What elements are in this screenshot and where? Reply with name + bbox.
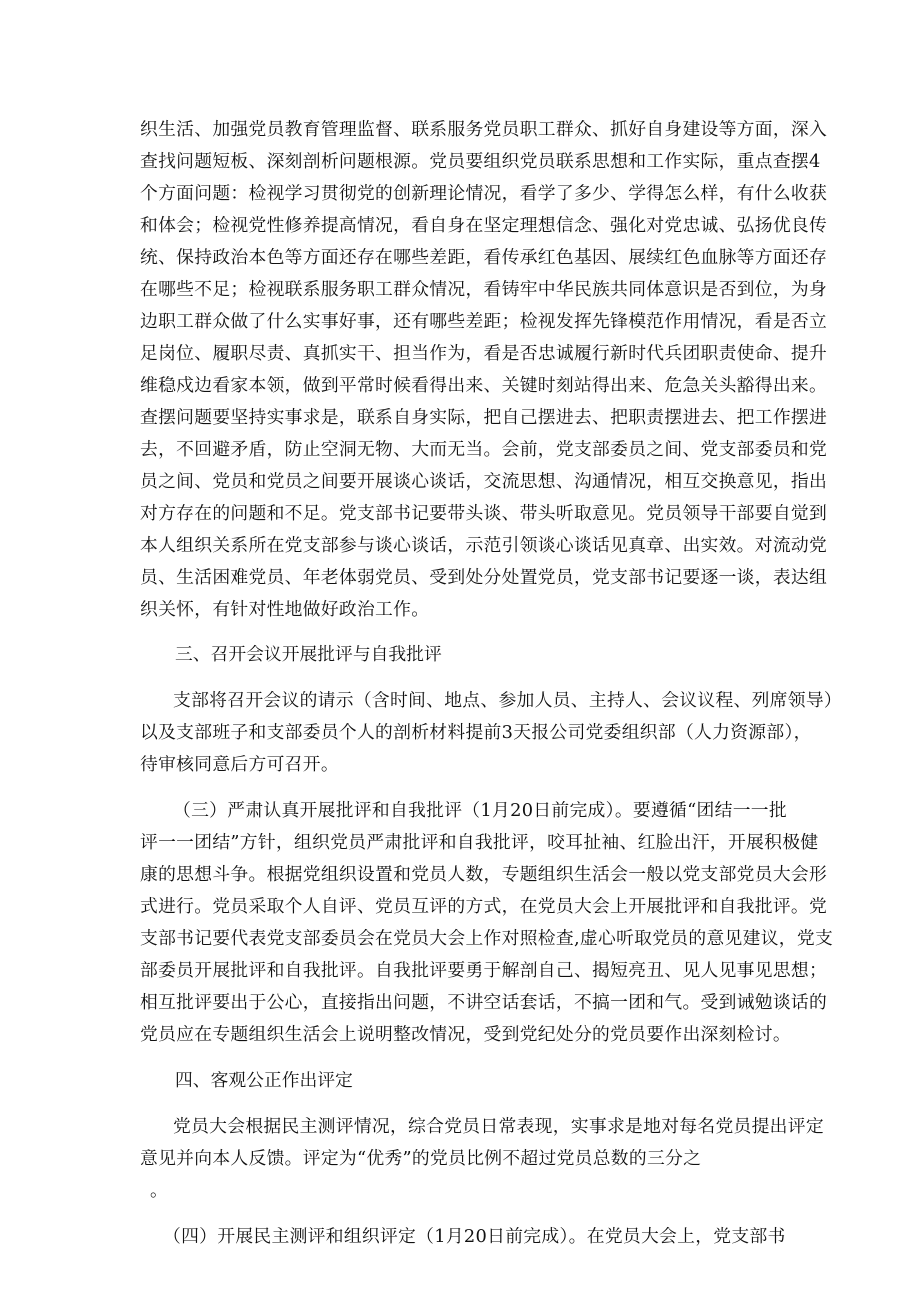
paragraph-line: 查摆问题要坚持实事求是，联系自身实际，把自己摆进去、把职责摆进去、把工作摆进 xyxy=(140,407,828,428)
paragraph-line: 足岗位、履职尽责、真抓实干、担当作为，看是否忠诚履行新时代兵团职责使命、提升 xyxy=(140,343,828,364)
paragraph-line: 式进行。党员采取个人自评、党员互评的方式，在党员大会上开展批评和自我批评。党 xyxy=(140,896,828,917)
paragraph-line: 和体会；检视党性修养提高情况，看自身在坚定理想信念、强化对党忠诚、弘扬优良传 xyxy=(140,215,828,236)
paragraph-line: 边职工群众做了什么实事好事，还有哪些差距；检视发挥先锋模范作用情况，看是否立 xyxy=(140,311,828,332)
paragraph-line: 员、生活困难党员、年老体弱党员、受到处分处置党员，党支部书记要逐一谈，表达组 xyxy=(140,567,828,588)
paragraph-line: 支部书记要代表党支部委员会在党员大会上作对照检查,虚心听取党员的意见建议，党支 xyxy=(140,928,834,949)
paragraph-line: （三）严肃认真开展批评和自我批评（1月20日前完成）。要遵循“团结一一批 xyxy=(173,800,787,821)
paragraph-line: 党员大会根据民主测评情况，综合党员日常表现，实事求是地对每名党员提出评定 xyxy=(173,1116,824,1137)
paragraph-line: 评一一团结”方针，组织党员严肃批评和自我批评，咬耳扯袖、红脸出汗，开展积极健 xyxy=(140,832,819,853)
paragraph-line: 。 xyxy=(150,1180,169,1201)
paragraph-line: （四）开展民主测评和组织评定（1月20日前完成）。在党员大会上，党支部书 xyxy=(163,1226,786,1247)
paragraph-line: 相互批评要出于公心，直接指出问题，不讲空话套话，不搞一团和气。受到诫勉谈话的 xyxy=(140,992,828,1013)
paragraph-line: 员之间、党员和党员之间要开展谈心谈话，交流思想、沟通情况，相互交换意见，指出 xyxy=(140,471,828,492)
paragraph-line: 查找问题短板、深刻剖析问题根源。党员要组织党员联系思想和工作实际，重点查摆4 xyxy=(140,151,821,172)
paragraph-line: 织关怀，有针对性地做好政治工作。 xyxy=(140,599,430,620)
paragraph-line: 部委员开展批评和自我批评。自我批评要勇于解剖自己、揭短亮丑、见人见事见思想； xyxy=(140,960,828,981)
paragraph-line: 统、保持政治本色等方面还存在哪些差距，看传承红色基因、展续红色血脉等方面还存 xyxy=(140,247,828,268)
paragraph-line: 去，不回避矛盾，防止空洞无物、大而无当。会前，党支部委员之间、党支部委员和党 xyxy=(140,439,828,460)
section-heading: 三、召开会议开展批评与自我批评 xyxy=(175,644,442,665)
paragraph-line: 维稳戍边看家本领，做到平常时候看得出来、关键时刻站得出来、危急关头豁得出来。 xyxy=(140,375,828,396)
paragraph-line: 在哪些不足；检视联系服务职工群众情况，看铸牢中华民族共同体意识是否到位，为身 xyxy=(140,279,828,300)
paragraph-line: 意见并向本人反馈。评定为“优秀”的党员比例不超过党员总数的三分之 xyxy=(140,1148,702,1169)
paragraph-line: 织生活、加强党员教育管理监督、联系服务党员职工群众、抓好自身建设等方面，深入 xyxy=(140,119,828,140)
paragraph-line: 党员应在专题组织生活会上说明整改情况，受到党纪处分的党员要作出深刻检讨。 xyxy=(140,1024,791,1045)
paragraph-line: 康的思想斗争。根据党组织设置和党员人数，专题组织生活会一般以党支部党员大会形 xyxy=(140,864,828,885)
section-heading: 四、客观公正作出评定 xyxy=(175,1070,353,1091)
paragraph-line: 对方存在的问题和不足。党支部书记要带头谈、带头听取意见。党员领导干部要自觉到 xyxy=(140,503,828,524)
paragraph-line: 本人组织关系所在党支部参与谈心谈话，示范引领谈心谈话见真章、出实效。对流动党 xyxy=(140,535,828,556)
paragraph-line: 支部将召开会议的请示（含时间、地点、参加人员、主持人、会议议程、列席领导） xyxy=(173,690,843,711)
paragraph-line: 待审核同意后方可召开。 xyxy=(140,754,339,775)
paragraph-line: 个方面问题：检视学习贯彻党的创新理论情况，看学了多少、学得怎么样，有什么收获 xyxy=(140,183,828,204)
paragraph-line: 以及支部班子和支部委员个人的剖析材料提前3天报公司党委组织部（人力资源部）， xyxy=(140,722,812,743)
